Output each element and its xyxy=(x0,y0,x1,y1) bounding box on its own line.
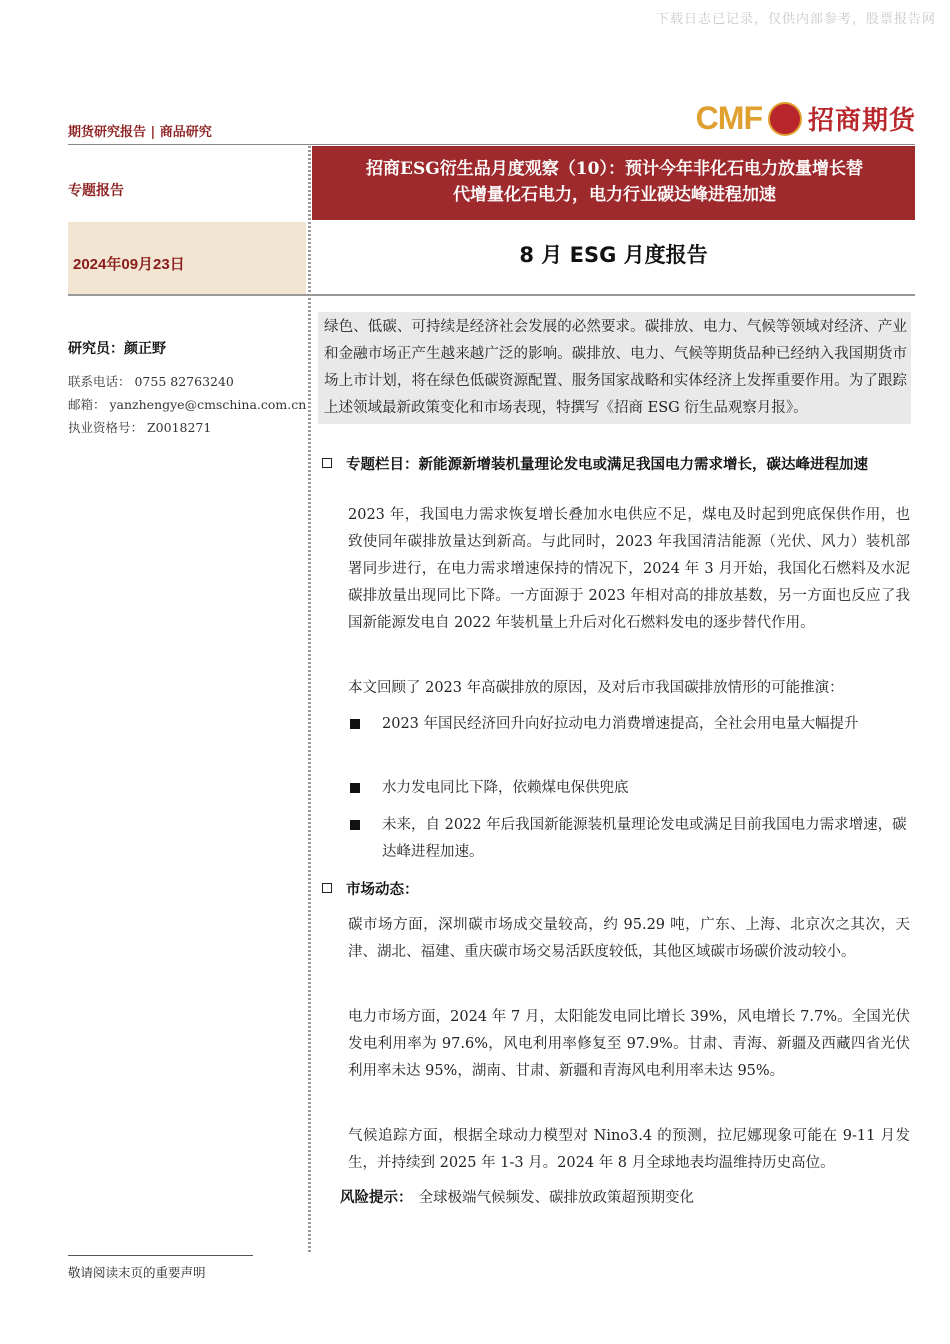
footer-divider xyxy=(68,1255,253,1256)
contact-phone: 联系电话： 0755 82763240 xyxy=(68,374,234,389)
market-section-heading xyxy=(322,878,912,901)
feature-paragraph-1: 2023 年，我国电力需求恢复增长叠加水电供应不足，煤电及时起到兜底保供作用，也致使同年碳排放量达到新高。与此同时，2023 年我国清洁能源（光伏、风力）装机部署同步进行，在电力需求增速保持的情况下，2024 年 3 月开始，我国化石燃料及水泥碳排放量出现同比下降。一方面源于 2023 年相对高的排放基数，另一方面也反应了我国新能源发电自 2022 年装机量上升后对化石燃料发电的逐步替代作用。 xyxy=(348,507,910,631)
report-type-label: 期货研究报告 | 商品研究 xyxy=(68,125,212,140)
square-bullet-icon xyxy=(350,719,360,729)
logo-seal-icon xyxy=(768,102,802,136)
bullet-item xyxy=(350,812,910,866)
vertical-divider xyxy=(308,146,311,1254)
bullet-item xyxy=(350,775,910,802)
report-subtitle: 8 月 ESG 月度报告 xyxy=(519,243,708,267)
watermark-text: 下载日志已记录，仅供内部参考，股票报告网 xyxy=(655,12,936,27)
special-report-label: 专题报告 xyxy=(68,183,124,199)
square-bullet-icon xyxy=(350,783,360,793)
contact-email: 邮箱： yanzhengye@cmschina.com.cn xyxy=(68,397,307,412)
feature-section-heading xyxy=(322,453,912,476)
bullet-text: 水力发电同比下降，依赖煤电保供兜底 xyxy=(382,780,629,796)
bullet-item xyxy=(350,711,910,738)
market-heading-text: 市场动态： xyxy=(346,881,419,898)
market-paragraph-power: 电力市场方面，2024 年 7 月，太阳能发电同比增长 39%，风电增长 7.7%。全国光伏发电利用率为 97.6%，风电利用率修复至 97.9%。甘肃、青海、新疆及西藏四省光伏利用率未达 95%，湖南、甘肃、新疆和青海风电利用率未达 95%。 xyxy=(348,1009,910,1079)
risk-text: 全球极端气候频发、碳排放政策超预期变化 xyxy=(418,1190,694,1206)
researcher-name: 研究员：颜正野 xyxy=(68,341,166,357)
logo-cn-text: 招商期货 xyxy=(807,106,916,136)
checkbox-bullet-icon xyxy=(322,883,332,893)
report-title-line-2: 代增量化石电力，电力行业碳达峰进程加速 xyxy=(453,185,776,205)
company-logo xyxy=(696,100,916,137)
license-number: 执业资格号： Z0018271 xyxy=(68,420,212,435)
bullet-text: 未来，自 2022 年后我国新能源装机量理论发电或满足目前我国电力需求增速，碳达峰进程加速。 xyxy=(382,817,907,860)
summary-box: 绿色、低碳、可持续是经济社会发展的必然要求。碳排放、电力、气候等领域对经济、产业和金融市场正产生越来越广泛的影响。碳排放、电力、气候等期货品种已经纳入我国期货市场上市计划，将在绿色低碳资源配置、服务国家战略和实体经济上发挥重要作用。为了跟踪上述领域最新政策变化和市场表现，特撰写《招商 ESG 衍生品观察月报》。 xyxy=(318,312,911,424)
feature-heading-text: 专题栏目：新能源新增装机量理论发电或满足我国电力需求增长，碳达峰进程加速 xyxy=(346,456,868,473)
title-divider xyxy=(68,294,915,296)
checkbox-bullet-icon xyxy=(322,458,332,468)
feature-paragraph-2: 本文回顾了 2023 年高碳排放的原因，及对后市我国碳排放情形的可能推演： xyxy=(348,680,844,696)
report-date: 2024年09月23日 xyxy=(73,256,185,273)
market-paragraph-climate: 气候追踪方面，根据全球动力模型对 Nino3.4 的预测，拉尼娜现象可能在 9-11 月发生，并持续到 2025 年 1-3 月。2024 年 8 月全球地表均温维持历史高位。 xyxy=(348,1128,910,1171)
header-divider xyxy=(68,144,915,145)
risk-label: 风险提示： xyxy=(340,1189,413,1206)
bullet-text: 2023 年国民经济回升向好拉动电力消费增速提高，全社会用电量大幅提升 xyxy=(382,716,859,732)
report-title-line-1: 招商ESG衍生品月度观察（10）：预计今年非化石电力放量增长替 xyxy=(366,159,863,179)
footer-disclaimer: 敬请阅读末页的重要声明 xyxy=(68,1265,206,1280)
square-bullet-icon xyxy=(350,820,360,830)
market-paragraph-carbon: 碳市场方面，深圳碳市场成交量较高，约 95.29 吨，广东、上海、北京次之其次，天津、湖北、福建、重庆碳市场交易活跃度较低，其他区域碳市场碳价波动较小。 xyxy=(348,917,910,960)
risk-warning xyxy=(340,1186,694,1207)
logo-cmf-text: CMF xyxy=(695,100,762,136)
report-title xyxy=(312,146,915,220)
